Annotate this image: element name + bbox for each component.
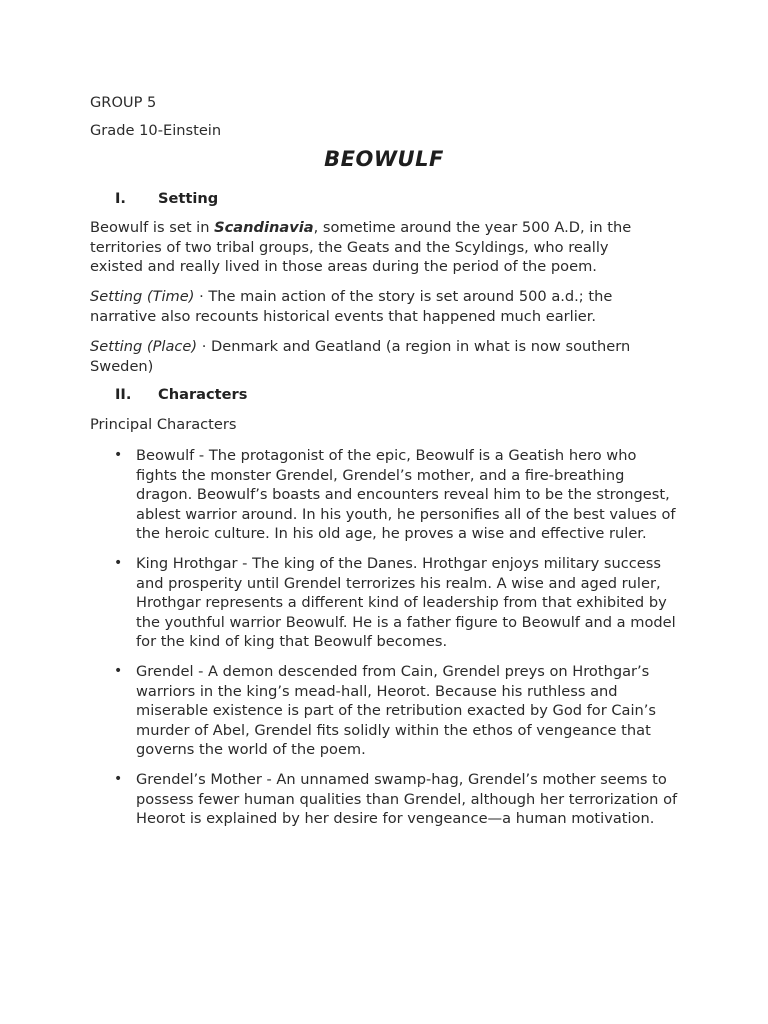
setting-place-text: · Denmark and Geatland (a region in what is now southern Sweden) [90, 338, 631, 375]
list-item [112, 446, 682, 544]
setting-intro-text: Beowulf is set in [90, 219, 215, 236]
document-title: BEOWULF [324, 147, 444, 171]
section-title: Setting [158, 190, 219, 207]
setting-place-emphasis: Scandinavia [214, 219, 314, 236]
section-heading-setting [115, 189, 218, 209]
grade-label: Grade 10-Einstein [90, 122, 222, 139]
list-item [112, 662, 682, 760]
section-title: Characters [158, 386, 248, 403]
bullet-icon: • [114, 447, 123, 463]
section-number: I. [115, 190, 126, 207]
character-list [112, 446, 682, 839]
list-item [112, 554, 682, 652]
setting-place-paragraph [90, 337, 665, 376]
setting-place-label: Setting (Place) [90, 338, 198, 355]
section-heading-characters [115, 385, 247, 405]
character-description: Grendel’s Mother - An unnamed swamp-hag, Grendel’s mother seems to possess fewer human qualities than Grendel, although her terrorization of Heorot is explained by her desire for vengeance—a human motivation. [136, 770, 678, 828]
setting-time-paragraph [90, 287, 665, 326]
group-label: GROUP 5 [90, 94, 157, 111]
setting-intro-paragraph [90, 218, 665, 277]
character-description: King Hrothgar - The king of the Danes. Hrothgar enjoys military success and prosperity until Grendel terrorizes his realm. A wise and aged ruler, Hrothgar represents a different kind of leadership from that exhibited by the youthful warrior Beowulf. He is a father figure to Beowulf and a model for the kind of king that Beowulf becomes. [136, 554, 676, 651]
list-item [112, 770, 682, 829]
principal-characters-subheading: Principal Characters [90, 416, 237, 433]
bullet-icon: • [114, 662, 123, 679]
setting-intro-text-rest: , sometime around the year 500 A.D, in the territories of two tribal groups, the Geats and the Scyldings, who really existed and really lived in those areas during the period of the poem. [90, 219, 632, 276]
setting-time-text: · The main action of the story is set around 500 a.d.; the narrative also recounts historical events that happened much earlier. [90, 288, 613, 325]
bullet-icon: • [114, 770, 123, 787]
character-description: Grendel - A demon descended from Cain, Grendel preys on Hrothgar’s warriors in the king’s mead-hall, Heorot. Because his ruthless and miserable existence is part of the retribution exacted by God for Cain’s murder of Abel, Grendel fits solidly within the ethos of vengeance that governs the world of the poem. [136, 662, 657, 759]
character-description: Beowulf - The protagonist of the epic, Beowulf is a Geatish hero who fights the monster Grendel, Grendel’s mother, and a fire-breathing dragon. Beowulf’s boasts and encounters reveal him to be the strongest, ablest warrior around. In his youth, he personifies all of the best values of the heroic culture. In his old age, he proves a wise and effective ruler. [136, 447, 676, 543]
setting-time-label: Setting (Time) [90, 288, 195, 305]
section-number: II. [115, 386, 132, 403]
bullet-icon: • [114, 554, 123, 571]
